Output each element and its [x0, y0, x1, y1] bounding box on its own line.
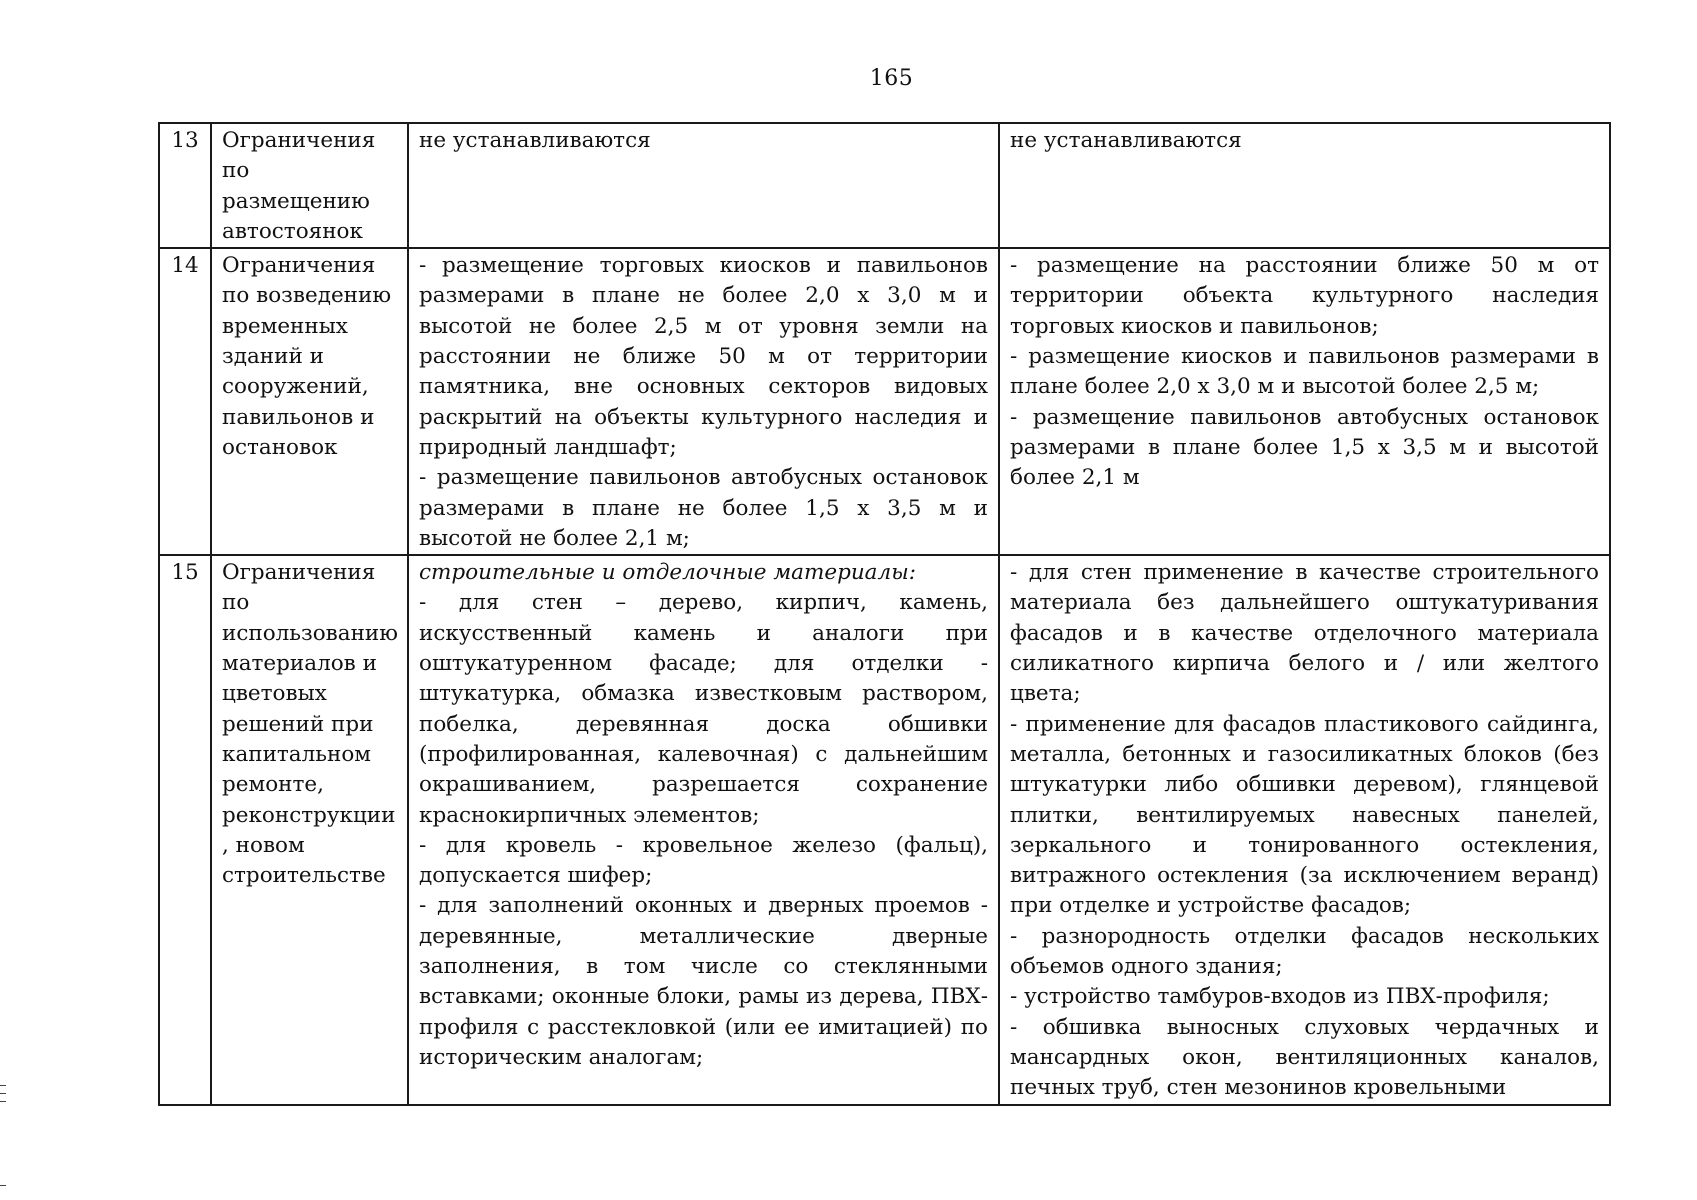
- left-column-cell: [408, 123, 999, 248]
- table-row: [159, 248, 1610, 555]
- cell-paragraph: не устанавливаются: [419, 128, 651, 153]
- restrictions-table: [158, 122, 1611, 1106]
- right-column-cell: [999, 555, 1610, 1104]
- scan-margin-mark: [0, 1101, 6, 1102]
- cell-paragraph: - применение для фасадов пластикового сайдинга, металла, бетонных и газосиликатных блоков (без штукатурки либо обшивки деревом), глянцевой плитки, вентилируемых навесных панелей, зеркального и тонированного остекления, витражного остекления (за исключением веранд) при отделке и устройстве фасадов;: [1010, 711, 1599, 919]
- right-column-cell: [999, 123, 1610, 248]
- cell-paragraph: - для кровель - кровельное железо (фальц), допускается шифер;: [419, 832, 988, 889]
- table-row: [159, 555, 1610, 1104]
- cell-paragraph: - размещение киосков и павильонов размерами в плане более 2,0 х 3,0 м и высотой более 2,5 м;: [1010, 344, 1599, 400]
- cell-paragraph: - для стен применение в качестве строительного материала без дальнейшего оштукатуривания фасадов и в качестве отделочного материала силикатного кирпича белого и / или желтого цвета;: [1010, 560, 1599, 707]
- cell-paragraph: - размещение павильонов автобусных остановок размерами в плане не более 1,5 х 3,5 м и высотой не более 2,1 м;: [419, 465, 988, 551]
- scan-margin-mark: [0, 1185, 6, 1186]
- scan-margin-mark: [0, 1093, 6, 1094]
- cell-paragraph: не устанавливаются: [1010, 128, 1242, 153]
- cell-paragraph: - размещение торговых киосков и павильонов размерами в плане не более 2,0 х 3,0 м и высотой не более 2,5 м от уровня земли на расстоянии не ближе 50 м от территории памятника, вне основных секторов видовых раскрытий на объекты культурного наследия и природный ландшафт;: [419, 253, 988, 460]
- row-number: 13: [159, 123, 211, 248]
- row-number: 14: [159, 248, 211, 555]
- cell-paragraph: - обшивка выносных слуховых чердачных и мансардных окон, вентиляционных каналов, печных труб, стен мезонинов кровельными: [1010, 1014, 1599, 1101]
- row-number: 15: [159, 555, 211, 1104]
- left-column-cell: [408, 555, 999, 1104]
- left-column-cell: [408, 248, 999, 555]
- cell-heading: строительные и отделочные материалы:: [419, 560, 916, 586]
- table-row: [159, 123, 1610, 248]
- scan-margin-mark: [0, 1085, 6, 1086]
- cell-paragraph: - размещение павильонов автобусных остановок размерами в плане более 1,5 х 3,5 м и высотой более 2,1 м: [1010, 404, 1599, 491]
- restriction-name: Ограничения по размещению автостоянок: [211, 123, 408, 248]
- cell-paragraph: - размещение на расстоянии ближе 50 м от территории объекта культурного наследия торговых киосков и павильонов;: [1010, 253, 1599, 339]
- cell-paragraph: - для заполнений оконных и дверных проемов - деревянные, металлические дверные заполнения, в том числе со стеклянными вставками; оконные блоки, рамы из дерева, ПВХ-профиля с расстекловкой (или ее имитацией) по историческим аналогам;: [419, 893, 988, 1070]
- cell-paragraph: - устройство тамбуров-входов из ПВХ-профиля;: [1010, 984, 1550, 1010]
- cell-paragraph: - для стен – дерево, кирпич, камень, искусственный камень и аналоги при оштукатуренном фасаде; для отделки - штукатурка, обмазка известковым раствором, побелка, деревянная доска обшивки (профилированная, калевочная) с дальнейшим окрашиванием, разрешается сохранение краснокирпичных элементов;: [419, 590, 988, 828]
- page-number: 165: [869, 66, 914, 91]
- right-column-cell: [999, 248, 1610, 555]
- restriction-name: Ограничения по использованию материалов и цветовых решений при капитальном ремонте, реконструкции , новом строительстве: [211, 555, 408, 1104]
- cell-paragraph: - разнородность отделки фасадов нескольких объемов одного здания;: [1010, 923, 1599, 980]
- restriction-name: Ограничения по возведению временных зданий и сооружений, павильонов и остановок: [211, 248, 408, 555]
